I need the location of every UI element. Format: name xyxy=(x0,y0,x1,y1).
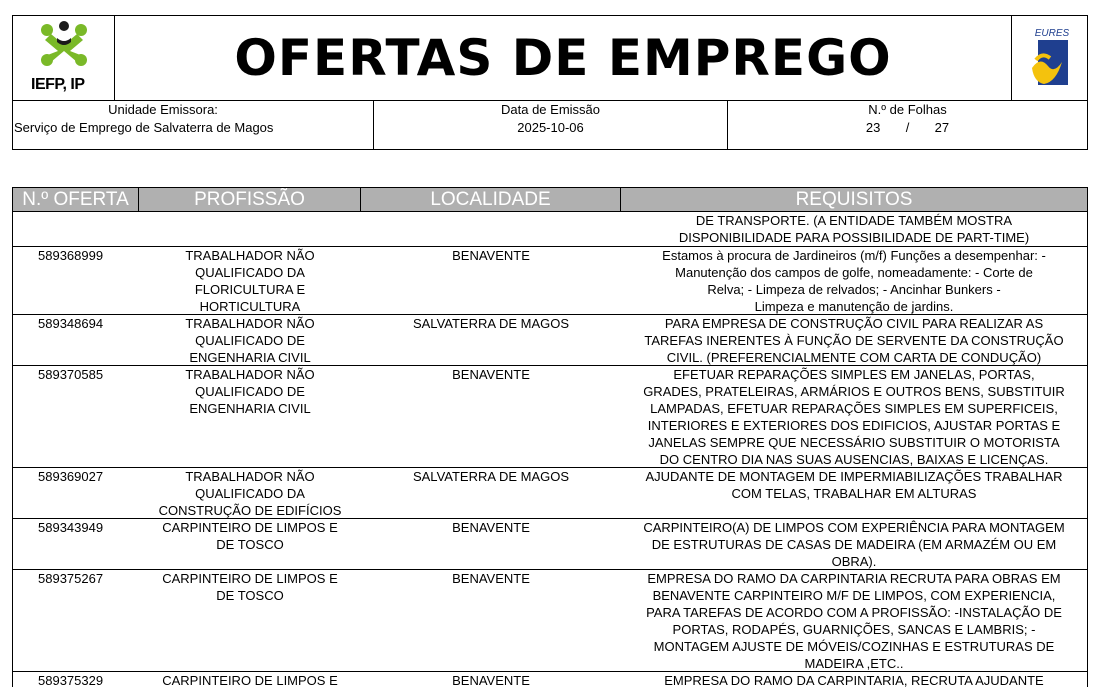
profession-line: QUALIFICADO DE xyxy=(195,384,305,399)
location xyxy=(361,672,621,687)
profession-line: CARPINTEIRO DE LIMPOS E xyxy=(162,673,338,687)
location-line: BENAVENTE xyxy=(452,367,530,382)
issue-date-value: 2025-10-06 xyxy=(517,120,584,135)
profession-line: TRABALHADOR NÃO xyxy=(185,367,315,382)
offer-number-line: 589370585 xyxy=(38,367,104,382)
requirements-line: MONTAGEM AJUSTE DE MÓVEIS/COZINHAS E ESTRUTURAS DE xyxy=(653,639,1055,654)
profession xyxy=(139,519,361,569)
location-line: BENAVENTE xyxy=(452,520,530,535)
profession-line: TRABALHADOR NÃO xyxy=(185,248,315,263)
table-header xyxy=(13,187,1087,212)
requirements-line: Estamos à procura de Jardineiros (m/f) Funções a desempenhar: - xyxy=(662,248,1046,263)
table-row xyxy=(13,212,1087,247)
offer-number-line: 589375329 xyxy=(38,673,104,687)
requirements-line: DE TRANSPORTE. (A ENTIDADE TAMBÉM MOSTRA xyxy=(695,213,1013,228)
table-row xyxy=(13,247,1087,315)
profession xyxy=(139,570,361,671)
issuing-unit-cell xyxy=(13,101,374,149)
col-header-requisitos: REQUISITOS xyxy=(795,189,913,210)
table-row xyxy=(13,468,1087,519)
job-offers-table xyxy=(12,187,1088,687)
profession xyxy=(139,247,361,314)
location-line: SALVATERRA DE MAGOS xyxy=(412,469,570,484)
profession-line: CONSTRUÇÃO DE EDIFÍCIOS xyxy=(158,503,342,518)
profession xyxy=(139,366,361,467)
offer-number xyxy=(13,315,139,365)
profession-line: QUALIFICADO DA xyxy=(195,265,305,280)
location xyxy=(361,366,621,467)
profession xyxy=(139,212,361,246)
col-header-localidade: LOCALIDADE xyxy=(361,188,621,212)
issue-date-label: Data de Emissão xyxy=(501,102,600,117)
requirements-line: GRADES, PRATELEIRAS, ARMÁRIOS E OUTROS BENS, SUBSTITUIR xyxy=(643,384,1065,399)
requirements xyxy=(621,315,1087,365)
location-line: BENAVENTE xyxy=(452,673,530,687)
requirements xyxy=(621,672,1087,687)
requirements xyxy=(621,468,1087,518)
requirements-line: CARPINTEIRO(A) DE LIMPOS COM EXPERIÊNCIA PARA MONTAGEM xyxy=(643,520,1065,535)
offer-number xyxy=(13,519,139,569)
requirements-line: MADEIRA ,ETC.. xyxy=(804,656,904,671)
requirements-line: DO CENTRO DIA NAS SUAS AUSENCIAS, BAIXAS E LICENÇAS. xyxy=(659,452,1049,467)
current-sheet: 23 xyxy=(865,120,881,135)
requirements-line: PARA EMPRESA DE CONSTRUÇÃO CIVIL PARA REALIZAR AS xyxy=(664,316,1044,331)
location xyxy=(361,519,621,569)
offer-number xyxy=(13,366,139,467)
location xyxy=(361,212,621,246)
requirements-line: Manutenção dos campos de golfe, nomeadamente: - Corte de xyxy=(675,265,1033,280)
requirements-line: TAREFAS INERENTES À FUNÇÃO DE SERVENTE DA CONSTRUÇÃO xyxy=(644,333,1064,348)
location xyxy=(361,570,621,671)
requirements-line: PORTAS, RODAPÉS, GUARNIÇÕES, SANCAS E LAMBRIS; - xyxy=(672,622,1036,637)
eures-logo-text: EURES xyxy=(1034,28,1070,39)
requirements-line: INTERIORES E EXTERIORES DOS EDIFICIOS, AJUSTAR PORTAS E xyxy=(647,418,1061,433)
requirements-line: DE ESTRUTURAS DE CASAS DE MADEIRA (EM ARMAZÉM OU EM xyxy=(651,537,1057,552)
location-line: SALVATERRA DE MAGOS xyxy=(412,316,570,331)
requirements-line: Limpeza e manutenção de jardins. xyxy=(754,299,954,314)
requirements-line: EMPRESA DO RAMO DA CARPINTARIA, RECRUTA AJUDANTE xyxy=(664,673,1044,687)
requirements xyxy=(621,366,1087,467)
document-header xyxy=(12,15,1088,150)
requirements-line: PARA TAREFAS DE ACORDO COM A PROFISSÃO: -INSTALAÇÃO DE xyxy=(646,605,1062,620)
table-row xyxy=(13,315,1087,366)
iefp-logo-mark xyxy=(13,16,115,76)
offer-number-line: 589375267 xyxy=(38,571,104,586)
issuing-unit-value: Serviço de Emprego de Salvaterra de Magos xyxy=(14,120,274,135)
requirements-line: EMPRESA DO RAMO DA CARPINTARIA RECRUTA PARA OBRAS EM xyxy=(647,571,1061,586)
profession xyxy=(139,315,361,365)
location-line: BENAVENTE xyxy=(452,248,530,263)
profession-line: FLORICULTURA E xyxy=(194,282,306,297)
requirements xyxy=(621,519,1087,569)
offer-number-line: 589368999 xyxy=(38,248,104,263)
offer-number xyxy=(13,468,139,518)
total-sheets: 27 xyxy=(934,120,950,135)
iefp-logo xyxy=(13,16,115,100)
profession-line: HORTICULTURA xyxy=(199,299,301,314)
iefp-logo-text: IEFP, IP xyxy=(31,76,85,93)
offer-number-line: 589369027 xyxy=(38,469,104,484)
col-header-oferta: N.º OFERTA xyxy=(13,188,139,212)
profession-line: ENGENHARIA CIVIL xyxy=(189,401,311,416)
eures-logo xyxy=(1011,16,1087,100)
location-line: BENAVENTE xyxy=(452,571,530,586)
profession xyxy=(139,672,361,687)
requirements xyxy=(621,247,1087,314)
page-title: OFERTAS DE EMPREGO xyxy=(234,29,892,87)
table-row xyxy=(13,570,1087,672)
sheet-count-cell xyxy=(728,101,1087,149)
requirements-line: LAMPADAS, EFETUAR REPARAÇÕES SIMPLES EM SUPERFICEIS, xyxy=(650,401,1058,416)
requirements-line: DISPONIBILIDADE PARA POSSIBILIDADE DE PART-TIME) xyxy=(678,230,1030,245)
requirements-line: OBRA). xyxy=(831,554,877,569)
profession-line: CARPINTEIRO DE LIMPOS E xyxy=(162,520,338,535)
requirements-line: EFETUAR REPARAÇÕES SIMPLES EM JANELAS, PORTAS, xyxy=(673,367,1035,382)
header-info-row xyxy=(13,101,1087,149)
offer-number xyxy=(13,672,139,687)
table-row xyxy=(13,366,1087,468)
location xyxy=(361,315,621,365)
sheet-separator: / xyxy=(905,120,910,135)
header-top-row xyxy=(13,16,1087,101)
offer-number-line: 589343949 xyxy=(38,520,104,535)
profession-line: QUALIFICADO DA xyxy=(195,486,305,501)
profession-line: CARPINTEIRO DE LIMPOS E xyxy=(162,571,338,586)
requirements-line: Relva; - Limpeza de relvados; - Ancinhar Bunkers - xyxy=(707,282,1001,297)
issuing-unit-label: Unidade Emissora: xyxy=(108,102,218,117)
table-row xyxy=(13,519,1087,570)
eures-logo-mark xyxy=(1012,16,1088,100)
requirements xyxy=(621,212,1087,246)
profession-line: QUALIFICADO DE xyxy=(195,333,305,348)
requirements-line: AJUDANTE DE MONTAGEM DE IMPERMIABILIZAÇÕES TRABALHAR xyxy=(645,469,1063,484)
profession xyxy=(139,468,361,518)
profession-line: DE TOSCO xyxy=(216,537,284,552)
requirements xyxy=(621,570,1087,671)
requirements-line: CIVIL. (PREFERENCIALMENTE COM CARTA DE CONDUÇÃO) xyxy=(666,350,1042,365)
profession-line: DE TOSCO xyxy=(216,588,284,603)
offer-number xyxy=(13,212,139,246)
sheet-count-label: N.º de Folhas xyxy=(868,102,947,117)
offer-number xyxy=(13,247,139,314)
profession-line: TRABALHADOR NÃO xyxy=(185,469,315,484)
requirements-line: BENAVENTE CARPINTEIRO M/F DE LIMPOS, COM EXPERIENCIA, xyxy=(652,588,1056,603)
location xyxy=(361,247,621,314)
table-row xyxy=(13,672,1087,687)
location xyxy=(361,468,621,518)
issue-date-cell xyxy=(374,101,728,149)
requirements-line: JANELAS SEMPRE QUE NECESSÁRIO SUBSTITUIR O MOTORISTA xyxy=(648,435,1060,450)
sheet-count-value xyxy=(728,120,1087,135)
profession-line: ENGENHARIA CIVIL xyxy=(189,350,311,365)
profession-line: TRABALHADOR NÃO xyxy=(185,316,315,331)
offer-number-line: 589348694 xyxy=(38,316,104,331)
col-header-profissao: PROFISSÃO xyxy=(139,188,361,212)
offer-number xyxy=(13,570,139,671)
requirements-line: COM TELAS, TRABALHAR EM ALTURAS xyxy=(731,486,977,501)
